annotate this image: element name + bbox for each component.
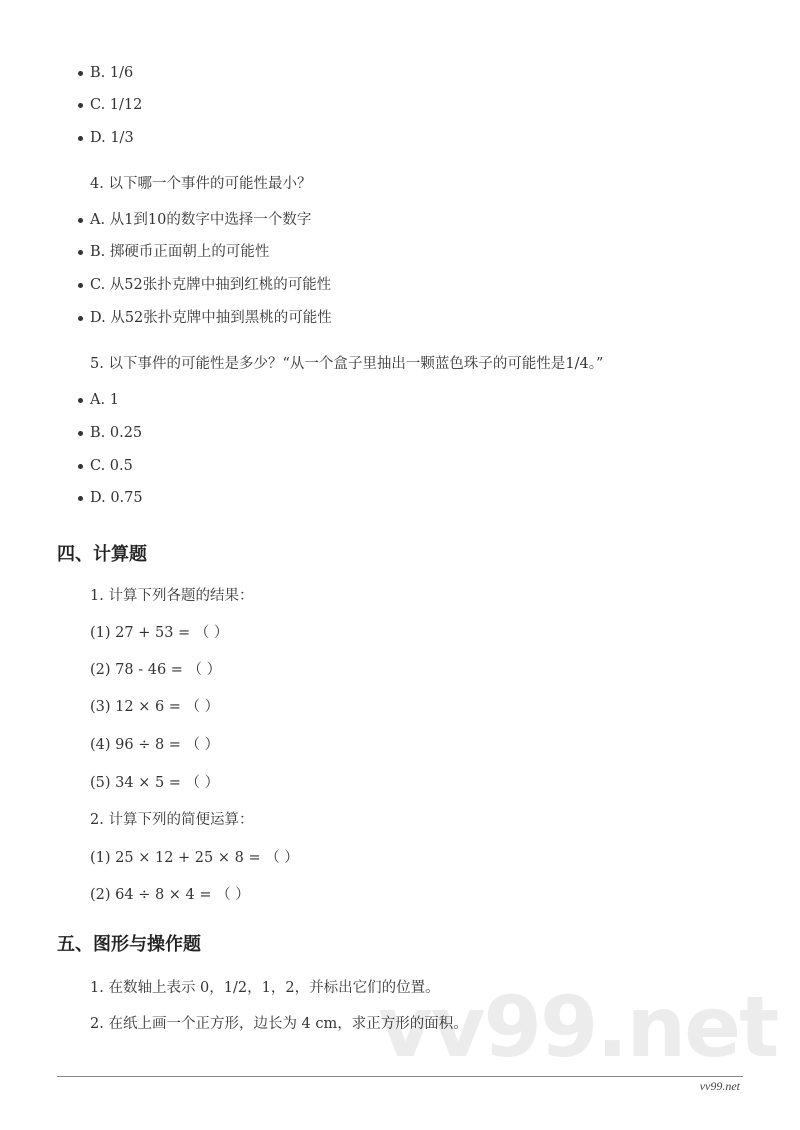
option-item: D. 0.75: [78, 488, 143, 508]
calc-item: (1) 25 × 12 + 25 × 8 = （ ）: [90, 850, 299, 866]
section-4-question-1: 1. 计算下列各题的结果：: [90, 588, 254, 604]
option-item: B. 0.25: [78, 423, 142, 443]
bullet-icon: [78, 431, 83, 436]
bullet-icon: [78, 316, 83, 321]
bullet-icon: [78, 71, 83, 76]
question-4: 4. 以下哪一个事件的可能性最小？: [90, 176, 312, 192]
bullet-icon: [78, 398, 83, 403]
watermark: vv99.net: [378, 978, 778, 1076]
option-item: D. 从52张扑克牌中抽到黑桃的可能性: [78, 308, 332, 328]
section-5-title: 五、图形与操作题: [57, 934, 201, 955]
option-item: C. 从52张扑克牌中抽到红桃的可能性: [78, 275, 331, 295]
option-item: B. 掷硬币正面朝上的可能性: [78, 242, 269, 262]
calc-item: (2) 78 - 46 = （ ）: [90, 662, 222, 678]
calc-item: (4) 96 ÷ 8 = （ ）: [90, 737, 220, 753]
option-item: A. 1: [78, 390, 119, 410]
option-item: D. 1/3: [78, 128, 134, 148]
calc-item: (3) 12 × 6 = （ ）: [90, 699, 220, 715]
bullet-icon: [78, 464, 83, 469]
bullet-icon: [78, 496, 83, 501]
footer-site: vv99.net: [699, 1079, 740, 1093]
calc-item: (2) 64 ÷ 8 × 4 = （ ）: [90, 887, 250, 903]
option-item: C. 0.5: [78, 456, 133, 476]
section-5-item: 2. 在纸上画一个正方形，边长为 4 cm，求正方形的面积。: [90, 1016, 468, 1032]
calc-item: (5) 34 × 5 = （ ）: [90, 775, 220, 791]
bullet-icon: [78, 136, 83, 141]
bullet-icon: [78, 250, 83, 255]
footer-divider: [57, 1076, 743, 1077]
calc-item: (1) 27 + 53 = （ ）: [90, 625, 229, 641]
bullet-icon: [78, 103, 83, 108]
option-item: A. 从1到10的数字中选择一个数字: [78, 210, 311, 230]
section-4-title: 四、计算题: [57, 544, 147, 565]
bullet-icon: [78, 283, 83, 288]
option-item: B. 1/6: [78, 63, 133, 83]
bullet-icon: [78, 218, 83, 223]
option-item: C. 1/12: [78, 95, 142, 115]
section-5-item: 1. 在数轴上表示 0，1/2，1，2，并标出它们的位置。: [90, 980, 440, 996]
question-5: 5. 以下事件的可能性是多少？“从一个盒子里抽出一颗蓝色珠子的可能性是1/4。”: [90, 356, 604, 372]
section-4-question-2: 2. 计算下列的简便运算：: [90, 812, 254, 828]
